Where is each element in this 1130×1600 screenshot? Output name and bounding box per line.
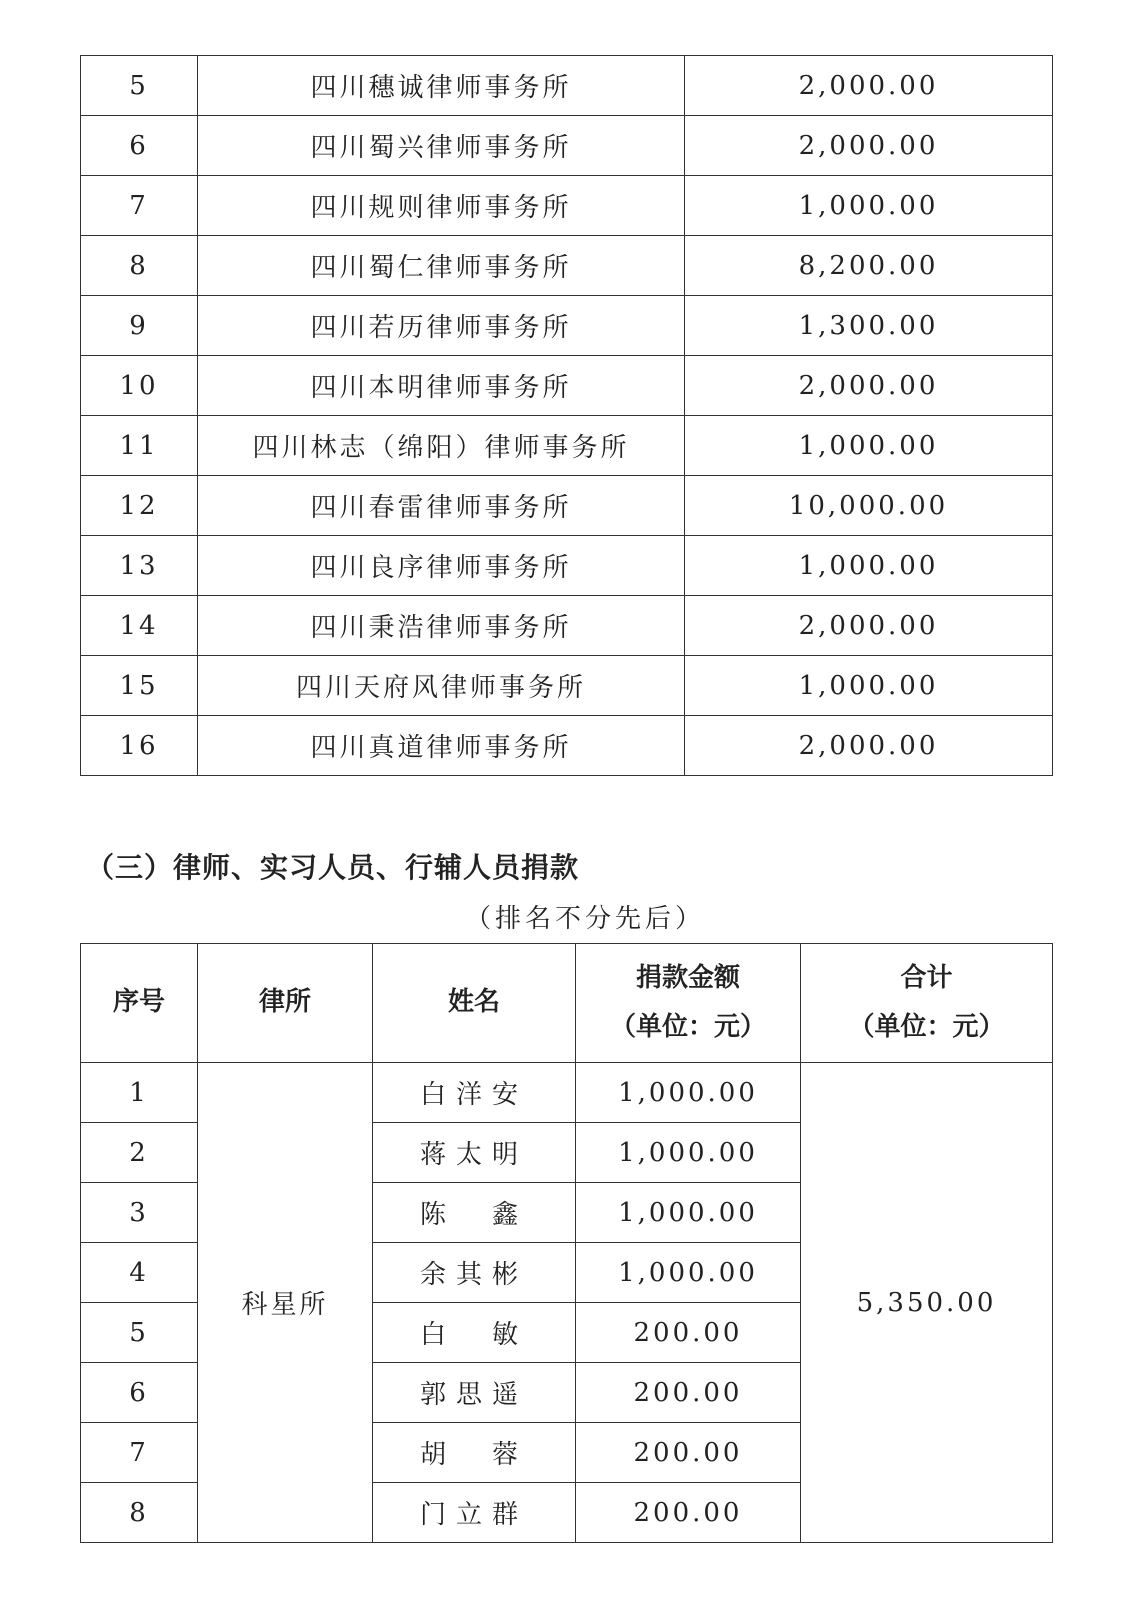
firm-donation-rows <box>81 56 1053 776</box>
donation-amount: 200.00 <box>576 1303 801 1363</box>
row-number: 4 <box>81 1243 198 1303</box>
header-number: 序号 <box>81 944 198 1063</box>
header-name: 姓名 <box>373 944 576 1063</box>
row-number: 5 <box>81 1303 198 1363</box>
donation-amount: 1,000.00 <box>685 536 1053 596</box>
table-row <box>81 1063 1053 1123</box>
header-amount <box>576 944 801 1063</box>
firm-name: 四川天府风律师事务所 <box>198 656 685 716</box>
donation-amount: 1,000.00 <box>576 1183 801 1243</box>
donation-amount: 1,000.00 <box>576 1123 801 1183</box>
donation-amount: 200.00 <box>576 1483 801 1543</box>
firm-name: 四川春雷律师事务所 <box>198 476 685 536</box>
row-number: 3 <box>81 1183 198 1243</box>
firm-name: 四川真道律师事务所 <box>198 716 685 776</box>
donor-name: 余其彬 <box>373 1243 576 1303</box>
donation-amount: 1,300.00 <box>685 296 1053 356</box>
row-number: 13 <box>81 536 198 596</box>
header-total-title: 合计 <box>900 962 953 993</box>
firm-name: 四川穗诚律师事务所 <box>198 56 685 116</box>
header-total <box>801 944 1053 1063</box>
row-number: 7 <box>81 1423 198 1483</box>
firm-name: 四川蜀兴律师事务所 <box>198 116 685 176</box>
donor-name: 陈 鑫 <box>373 1183 576 1243</box>
row-number: 12 <box>81 476 198 536</box>
table-row <box>81 656 1053 716</box>
table-row <box>81 56 1053 116</box>
donation-amount: 2,000.00 <box>685 596 1053 656</box>
donation-amount: 200.00 <box>576 1423 801 1483</box>
row-number: 8 <box>81 1483 198 1543</box>
donation-amount: 8,200.00 <box>685 236 1053 296</box>
donor-name: 蒋太明 <box>373 1123 576 1183</box>
firm-name: 四川林志（绵阳）律师事务所 <box>198 416 685 476</box>
ranking-note: （排名不分先后） <box>464 904 705 934</box>
row-number: 2 <box>81 1123 198 1183</box>
firm-name: 四川秉浩律师事务所 <box>198 596 685 656</box>
donor-name: 白洋安 <box>373 1063 576 1123</box>
donation-amount: 2,000.00 <box>685 356 1053 416</box>
table-row <box>81 236 1053 296</box>
firm-name: 四川若历律师事务所 <box>198 296 685 356</box>
firm-name: 四川规则律师事务所 <box>198 176 685 236</box>
header-total-unit: （单位：元） <box>848 1012 1005 1042</box>
row-number: 14 <box>81 596 198 656</box>
row-number: 11 <box>81 416 198 476</box>
header-amount-unit: （单位：元） <box>609 1012 766 1042</box>
donation-amount: 1,000.00 <box>576 1243 801 1303</box>
donor-name: 郭思遥 <box>373 1363 576 1423</box>
donor-name: 门立群 <box>373 1483 576 1543</box>
donor-name: 白 敏 <box>373 1303 576 1363</box>
donation-amount: 1,000.00 <box>576 1063 801 1123</box>
row-number: 8 <box>81 236 198 296</box>
row-number: 9 <box>81 296 198 356</box>
donor-name: 胡 蓉 <box>373 1423 576 1483</box>
table-row <box>81 176 1053 236</box>
row-number: 6 <box>81 1363 198 1423</box>
row-number: 10 <box>81 356 198 416</box>
donation-amount: 2,000.00 <box>685 116 1053 176</box>
section-heading: （三）律师、实习人员、行辅人员捐款 <box>86 851 580 884</box>
total-amount: 5,350.00 <box>801 1063 1053 1543</box>
firm-name: 四川良序律师事务所 <box>198 536 685 596</box>
firm-name: 科星所 <box>198 1063 373 1543</box>
row-number: 15 <box>81 656 198 716</box>
row-number: 1 <box>81 1063 198 1123</box>
table-row <box>81 536 1053 596</box>
row-number: 6 <box>81 116 198 176</box>
table-header <box>81 944 1053 1063</box>
donation-amount: 10,000.00 <box>685 476 1053 536</box>
table-row <box>81 476 1053 536</box>
table-row <box>81 416 1053 476</box>
firm-name: 四川本明律师事务所 <box>198 356 685 416</box>
donation-amount: 200.00 <box>576 1363 801 1423</box>
donation-amount: 2,000.00 <box>685 716 1053 776</box>
table-row <box>81 116 1053 176</box>
firm-donation-table <box>80 55 1053 776</box>
table-row <box>81 716 1053 776</box>
header-amount-title: 捐款金额 <box>635 962 740 993</box>
donation-amount: 1,000.00 <box>685 656 1053 716</box>
table-row <box>81 596 1053 656</box>
row-number: 16 <box>81 716 198 776</box>
table-row <box>81 296 1053 356</box>
header-firm: 律所 <box>198 944 373 1063</box>
donation-amount: 1,000.00 <box>685 176 1053 236</box>
donation-amount: 2,000.00 <box>685 56 1053 116</box>
row-number: 5 <box>81 56 198 116</box>
individual-donation-rows <box>81 1063 1053 1543</box>
firm-name: 四川蜀仁律师事务所 <box>198 236 685 296</box>
row-number: 7 <box>81 176 198 236</box>
donation-amount: 1,000.00 <box>685 416 1053 476</box>
table-row <box>81 356 1053 416</box>
individual-donation-table <box>80 943 1053 1543</box>
header-row <box>81 944 1053 1063</box>
